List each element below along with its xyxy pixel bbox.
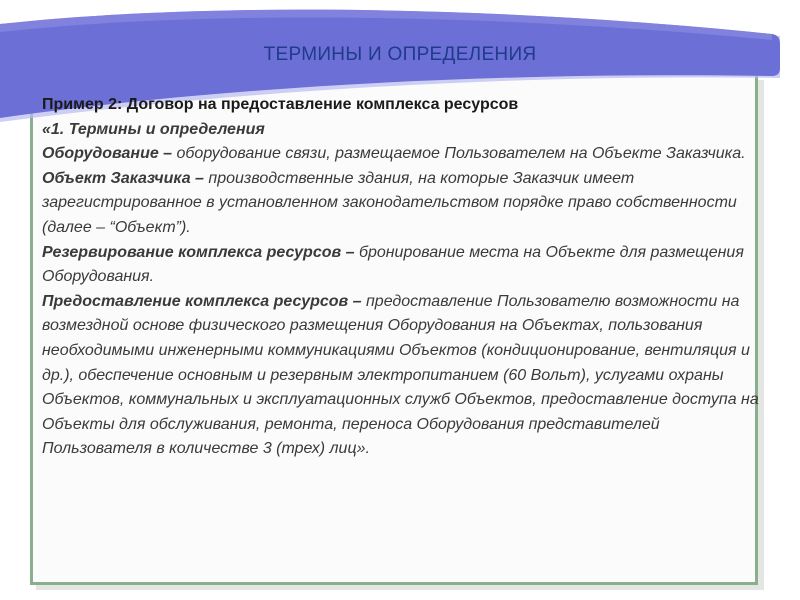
- definition-term: Оборудование –: [42, 145, 173, 163]
- definition-term: Объект Заказчика –: [42, 169, 204, 187]
- definition-item: [42, 241, 772, 290]
- definition-item: [42, 290, 772, 462]
- definition-term: Резервирование комплекса ресурсов –: [42, 243, 355, 261]
- slide-content: [42, 93, 772, 462]
- example-heading: Пример 2: Договор на предоставление комплекса ресурсов: [42, 96, 519, 113]
- definition-item: [42, 142, 772, 167]
- definition-text: производственные здания, на которые Заказчик имеет зарегистрированное в установленном законодательством порядке право собственности (далее – “Объект”).: [42, 169, 737, 236]
- section-title: «1. Термины и определения: [42, 120, 265, 138]
- definition-text: предоставление Пользователю возможности на возмездной основе физического размещения Оборудования на Объектах, пользования необходимыми инженерными коммуникациями Объектов (кондиционирование, вентиляция и др.), обеспечение основным и резервным электропитанием (60 Вольт), услугами охраны Объектов, коммунальных и эксплуатационных служб Объектов, предоставление доступа на Объекты для обслуживания, ремонта, переноса Оборудования представителей Пользователя в количестве 3 (трех) лиц».: [42, 292, 759, 458]
- definition-text: оборудование связи, размещаемое Пользователем на Объекте Заказчика.: [172, 145, 746, 163]
- slide-title: ТЕРМИНЫ И ОПРЕДЕЛЕНИЯ: [263, 44, 537, 65]
- definition-item: [42, 167, 772, 241]
- definition-text: бронирование места на Объекте для размещения Оборудования.: [42, 243, 744, 286]
- definition-term: Предоставление комплекса ресурсов –: [42, 292, 362, 310]
